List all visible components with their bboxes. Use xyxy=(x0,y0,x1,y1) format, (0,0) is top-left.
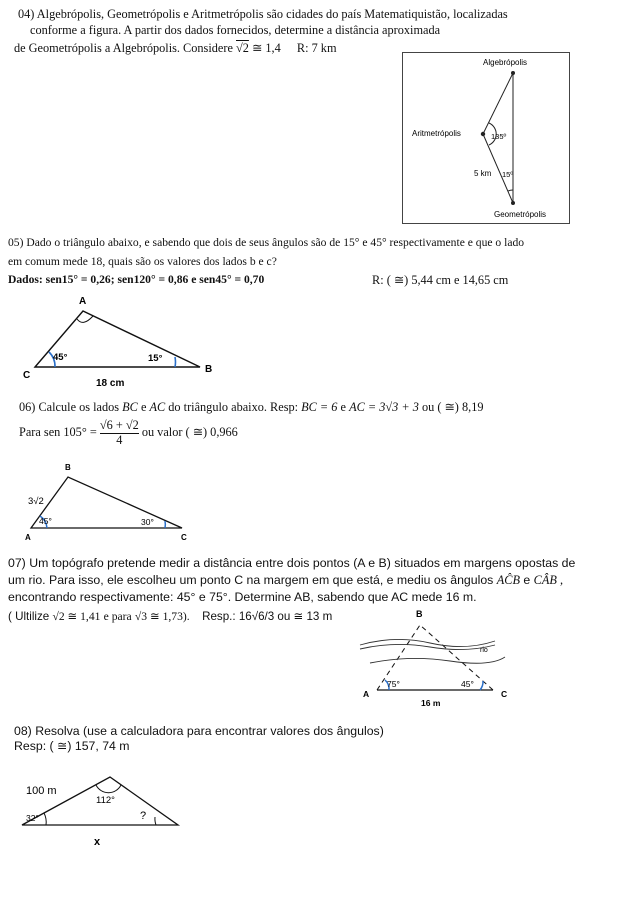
q8-x: x xyxy=(94,836,101,848)
q7-angle-a: 75° xyxy=(387,679,400,689)
q4-point-aritme xyxy=(481,132,485,136)
q5-data: Dados: sen15° = 0,26; sen120° = 0,86 e sen45° = 0,70 xyxy=(8,273,265,286)
q4-seg-algebra-aritme xyxy=(483,73,513,134)
q5-line2: em comum mede 18, quais são os valores dos lados b e c? xyxy=(8,255,277,268)
q4-answer: R: 7 km xyxy=(296,41,337,55)
q7-line4 xyxy=(8,609,332,623)
q7-cab: CÂB , xyxy=(533,573,564,587)
q6-resp-e: e xyxy=(340,400,346,414)
q6-label-b: B xyxy=(65,463,71,472)
q6-label-c: C xyxy=(181,533,187,542)
q6-figure xyxy=(15,460,205,545)
q7-line2 xyxy=(8,573,563,588)
q4-figure xyxy=(403,53,569,223)
q5-line1 xyxy=(8,236,524,249)
q6-resp-ou: ou ( ≅) 8,19 xyxy=(421,400,484,414)
q8-figure xyxy=(10,772,195,857)
q6-fraction xyxy=(100,419,139,447)
q8-arc-top xyxy=(96,785,121,793)
q8-arc-right xyxy=(155,817,156,825)
q6-e: e xyxy=(140,400,147,414)
q4-label-top: Algebrópolis xyxy=(483,58,528,67)
q8-unknown: ? xyxy=(140,810,147,822)
q7-river-line3 xyxy=(370,657,505,663)
q4-point-geome xyxy=(511,201,515,205)
q4-angle-bottom: 15º xyxy=(502,170,514,179)
q7-figure xyxy=(355,605,525,715)
q8-side: 100 m xyxy=(26,785,57,797)
q6-line1 xyxy=(19,400,484,415)
q4-approx: ≅ 1,4 xyxy=(251,41,281,55)
q6-angle-c: 30° xyxy=(141,517,154,527)
q5-and: e xyxy=(362,236,368,249)
q8-line1: 08) Resolva (use a calculadora para encontrar valores dos ângulos) xyxy=(14,724,384,738)
q5-line1-text: 05) Dado o triângulo abaixo, e sabendo que dois de seus ângulos são de xyxy=(8,236,341,249)
q7-line4-text: ( Ultilize xyxy=(8,610,50,623)
q4-label-bottom: Geometrópolis xyxy=(494,210,547,219)
q7-line2-text: um rio. Para isso, ele escolheu um ponto C na margem em que está, e mediu os ângulos xyxy=(8,573,494,587)
q4-sqrt2: √2 xyxy=(236,41,249,55)
q5-label-b: B xyxy=(205,364,213,375)
q4-angle-mid: 135º xyxy=(491,132,507,141)
q7-e: e xyxy=(523,573,531,587)
q6-frac-num: √6 + √2 xyxy=(99,418,139,432)
q6-triangle xyxy=(31,477,182,528)
q5-base: 18 cm xyxy=(96,378,125,389)
q7-angle-c: 45° xyxy=(461,679,474,689)
q6-resp-bc: BC = 6 xyxy=(301,400,338,414)
q6-line1-text: 06) Calcule os lados xyxy=(19,400,120,414)
q7-rio: rio xyxy=(480,647,488,654)
q5-deg45: 45° xyxy=(370,236,387,249)
q6-resp-ac: AC = 3√3 + 3 xyxy=(349,400,419,414)
q4-line3-text: de Geometrópolis a Algebrópolis. Considere xyxy=(14,41,233,55)
q4-dist: 5 km xyxy=(474,169,492,178)
q4-point-algebra xyxy=(511,71,515,75)
q7-side-bc xyxy=(420,625,493,690)
q5-arc-a xyxy=(77,316,93,322)
q4-figure-box xyxy=(402,52,570,224)
q8-line2: Resp: ( ≅) 157, 74 m xyxy=(14,739,130,753)
q4-line3 xyxy=(14,41,337,56)
q6-side: 3√2 xyxy=(28,496,44,507)
q5-angle-b: 15° xyxy=(148,353,163,364)
q4-line1: 04) Algebrópolis, Geometrópolis e Aritmetrópolis são cidades do país Matematiquistão, localizadas xyxy=(18,7,508,21)
q5-deg15: 15° xyxy=(343,236,360,249)
q6-ac: AC xyxy=(149,400,166,414)
q7-resp: Resp.: 16√6/3 ou ≅ 13 m xyxy=(202,610,333,623)
q6-label-a: A xyxy=(25,533,31,542)
q4-line2: conforme a figura. A partir dos dados fornecidos, determine a distância aproximada xyxy=(30,23,441,37)
q4-arc-bottom xyxy=(508,190,513,191)
q7-line4-mid: e para xyxy=(103,610,132,623)
q7-v2: √3 ≅ 1,73). xyxy=(134,610,190,623)
q5-label-a: A xyxy=(79,296,87,307)
q6-angle-a: 45° xyxy=(39,516,52,526)
q6-frac-den: 4 xyxy=(116,432,123,447)
q6-line2 xyxy=(19,419,238,447)
q7-line1: 07) Um topógrafo pretende medir a distância entre dois pontos (A e B) situados em margens opostas de xyxy=(8,556,576,570)
q5-label-c: C xyxy=(23,370,31,381)
q6-line2-text: Para sen 105° = xyxy=(19,424,97,439)
q6-line2-rest: ou valor ( ≅) 0,966 xyxy=(141,424,238,439)
q7-line3: encontrando respectivamente: 45° e 75°. Determine AB, sabendo que AC mede 16 m. xyxy=(8,590,477,604)
q5-answer: R: ( ≅) 5,44 cm e 14,65 cm xyxy=(372,273,509,287)
q7-acb: AĈB xyxy=(496,573,520,587)
q7-arc-c xyxy=(480,681,483,690)
q7-base: 16 m xyxy=(421,698,441,708)
q8-arc-left xyxy=(44,813,46,825)
q5-line1-rest: respectivamente e que o lado xyxy=(389,236,525,249)
q4-label-mid: Aritmetrópolis xyxy=(412,129,461,138)
q8-angle-top: 112° xyxy=(96,795,115,806)
q5-angle-c: 45° xyxy=(53,352,68,363)
q5-figure xyxy=(15,290,215,390)
q7-label-a: A xyxy=(363,689,370,699)
q7-label-c: C xyxy=(501,689,508,699)
q6-bc: BC xyxy=(122,400,138,414)
q8-angle-left: 32° xyxy=(26,813,39,823)
q6-line1-rest: do triângulo abaixo. Resp: xyxy=(168,400,299,414)
q7-v1: √2 ≅ 1,41 xyxy=(52,610,101,623)
q7-label-b: B xyxy=(416,609,423,619)
